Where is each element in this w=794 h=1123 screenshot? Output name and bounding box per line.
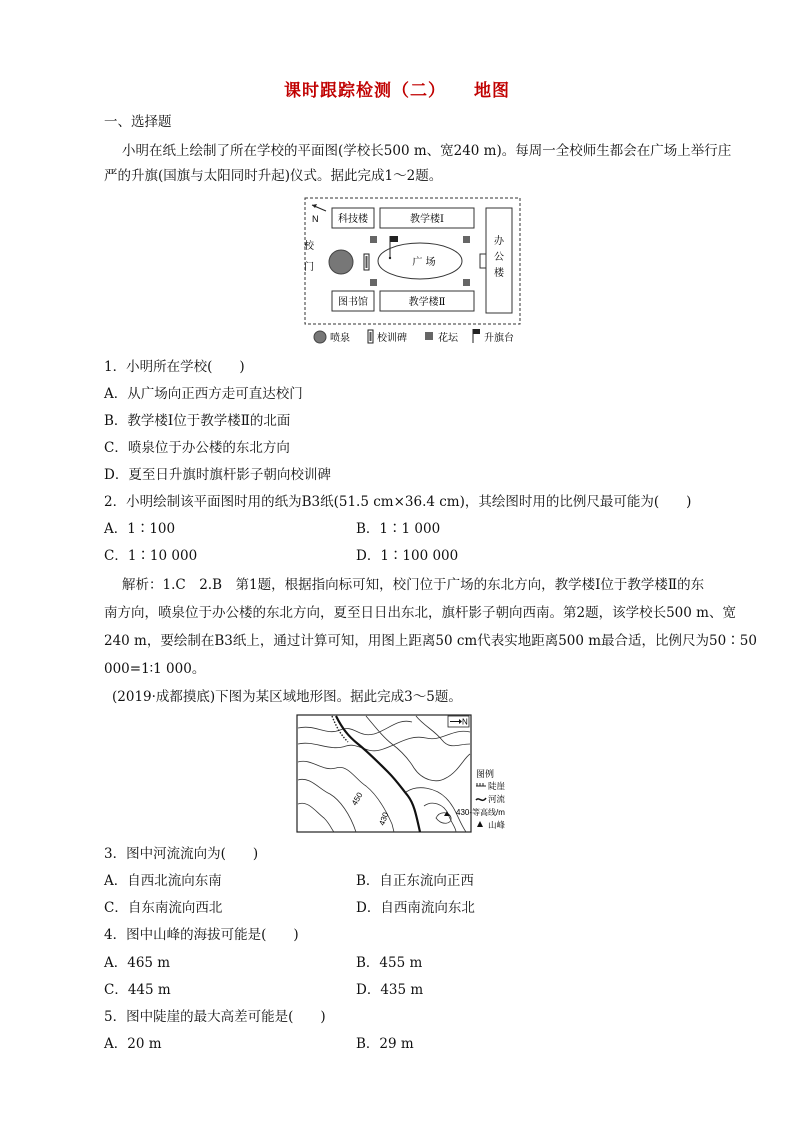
building-label: 教学楼Ⅱ <box>408 297 446 308</box>
legend-label: 喷泉 <box>330 333 350 344</box>
q4-option-d: D．435 m <box>356 982 424 998</box>
office-char: 楼 <box>494 268 504 279</box>
legend-label: 陡崖 <box>488 782 506 792</box>
analysis-line1: 解析：1.C 2.B 第1题，根据指向标可知，校门位于广场的东北方向，教学楼Ⅰ位于教学楼Ⅱ的东 <box>122 577 705 593</box>
flowerbed-icon <box>370 279 377 286</box>
legend-fountain-icon <box>314 331 326 343</box>
north-label: N <box>462 717 468 727</box>
building-label: 图书馆 <box>338 297 368 308</box>
title-main: 课时跟踪检测（二） <box>284 81 446 101</box>
q5-option-a: A．20 m <box>104 1036 162 1052</box>
contour-label-450: 450 <box>349 790 365 807</box>
legend-river-icon <box>476 798 486 800</box>
q3-option-c: C．自东南流向西北 <box>104 900 223 916</box>
office-char: 公 <box>494 252 504 263</box>
q1-option-a: A．从广场向正西方走可直达校门 <box>104 386 303 402</box>
analysis-line3: 240 m，要绘制在B3纸上，通过计算可知，用图上距离50 cm代表实地距离500 m最合适，比例尺为50∶50 <box>104 633 757 649</box>
gate-char: 门 <box>304 262 314 273</box>
legend-peak-icon <box>477 821 483 827</box>
north-label: N <box>312 214 319 224</box>
building-label: 科技楼 <box>338 214 368 225</box>
flowerbed-icon <box>370 236 377 243</box>
q5-stem: 5．图中陡崖的最大高差可能是( ) <box>104 1009 326 1025</box>
intro2: (2019·成都摸底)下图为某区域地形图。据此完成3～5题。 <box>112 689 462 705</box>
q5-option-b: B．29 m <box>356 1036 414 1052</box>
legend-title: 图例 <box>476 770 495 780</box>
q3-option-a: A．自西北流向东南 <box>104 873 222 889</box>
legend-label: 河流 <box>488 795 506 805</box>
q2-option-d: D．1∶100 000 <box>356 548 459 564</box>
flowerbed-icon <box>463 236 470 243</box>
analysis-line2: 南方向，喷泉位于办公楼的东北方向，夏至日日出东北，旗杆影子朝向西南。第2题，该学校长500 m、宽 <box>104 605 736 621</box>
school-map-figure <box>300 196 530 348</box>
square-label: 广 场 <box>412 257 436 268</box>
q2-option-a: A．1∶100 <box>104 521 176 537</box>
q4-option-c: C．445 m <box>104 982 171 998</box>
north-arrow-icon <box>312 204 326 211</box>
q1-option-b: B．教学楼Ⅰ位于教学楼Ⅱ的北面 <box>104 413 291 429</box>
q4-option-a: A．465 m <box>104 955 171 971</box>
legend-label: 花坛 <box>438 333 458 344</box>
intro1-line2: 严的升旗(国旗与太阳同时升起)仪式。据此完成1～2题。 <box>104 168 443 184</box>
office-char: 办 <box>494 236 504 247</box>
legend-label: 升旗台 <box>484 333 514 344</box>
page-title <box>0 76 794 101</box>
q2-option-c: C．1∶10 000 <box>104 548 198 564</box>
q3-option-d: D．自西南流向东北 <box>356 900 475 916</box>
legend-label: 430-等高线/m <box>456 808 505 817</box>
legend-label: 校训碑 <box>377 333 407 344</box>
topo-map-figure <box>296 714 532 836</box>
q2-stem: 2．小明绘制该平面图时用的纸为B3纸(51.5 cm×36.4 cm)，其绘图时用的比例尺最可能为( ) <box>104 494 692 510</box>
q1-option-c: C．喷泉位于办公楼的东北方向 <box>104 440 290 456</box>
office-entrance <box>480 254 486 268</box>
fountain-icon <box>329 250 353 274</box>
section-heading: 一、选择题 <box>104 114 172 130</box>
building-label: 教学楼Ⅰ <box>410 214 444 225</box>
gate-char: 校 <box>304 241 314 252</box>
q3-stem: 3．图中河流流向为( ) <box>104 846 259 862</box>
contour-label-430: 430 <box>377 811 391 827</box>
intro1-line1: 小明在纸上绘制了所在学校的平面图(学校长500 m、宽240 m)。每周一全校师生都会在广场上举行庄 <box>122 143 732 159</box>
q2-option-b: B．1∶1 000 <box>356 521 441 537</box>
q1-stem: 1．小明所在学校( ) <box>104 359 245 375</box>
legend-label: 山峰 <box>488 821 506 831</box>
legend-flowerbed-icon <box>425 332 433 340</box>
q4-stem: 4．图中山峰的海拔可能是( ) <box>104 927 299 943</box>
flowerbed-icon <box>463 279 470 286</box>
legend-cliff-icon <box>476 783 486 786</box>
legend-flag-icon <box>473 329 480 343</box>
q1-option-d: D．夏至日升旗时旗杆影子朝向校训碑 <box>104 467 331 483</box>
q3-option-b: B．自正东流向正西 <box>356 873 474 889</box>
q4-option-b: B．455 m <box>356 955 423 971</box>
title-topic: 地图 <box>474 81 510 101</box>
analysis-line4: 000=1∶1 000。 <box>104 661 206 677</box>
